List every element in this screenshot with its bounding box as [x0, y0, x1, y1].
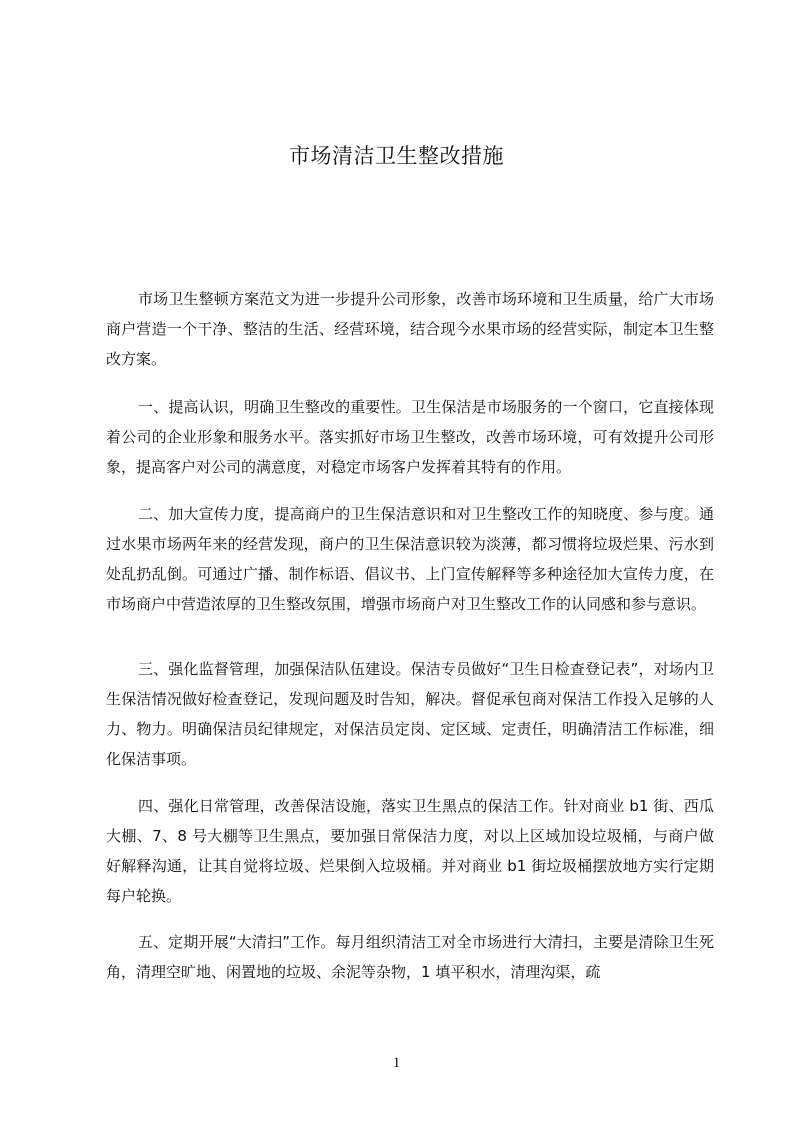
- paragraph-section-5: 五、定期开展“大清扫”工作。每月组织清洁工对全市场进行大清扫，主要是清除卫生死角，清理空旷地、闲置地的垃圾、余泥等杂物，1 填平积水，清理沟渠，疏: [106, 933, 714, 981]
- paragraph-section-2: 二、加大宣传力度，提高商户的卫生保洁意识和对卫生整改工作的知晓度、参与度。通过水果市场两年来的经营发现，商户的卫生保洁意识较为淡薄，都习惯将垃圾烂果、污水到处乱扔乱倒。可通过广播、制作标语、倡议书、上门宣传解释等多种途径加大宣传力度，在市场商户中营造浓厚的卫生整改氛围，增强市场商户对卫生整改工作的认同感和参与意识。: [106, 505, 714, 613]
- paragraph-section-1: 一、提高认识，明确卫生整改的重要性。卫生保洁是市场服务的一个窗口，它直接体现着公司的企业形象和服务水平。落实抓好市场卫生整改，改善市场环境，可有效提升公司形象，提高客户对公司的满意度，对稳定市场客户发挥着其特有的作用。: [106, 398, 714, 476]
- paragraph-intro: 市场卫生整顿方案范文为进一步提升公司形象，改善市场环境和卫生质量，给广大市场商户营造一个干净、整洁的生活、经营环境，结合现今水果市场的经营实际，制定本卫生整改方案。: [106, 290, 714, 368]
- document-title: 市场清洁卫生整改措施: [289, 144, 504, 168]
- page-number: 1: [392, 1055, 401, 1071]
- paragraph-section-3: 三、强化监督管理，加强保洁队伍建设。保洁专员做好“卫生日检查登记表”，对场内卫生保洁情况做好检查登记，发现问题及时告知，解决。督促承包商对保洁工作投入足够的人力、物力。明确保洁员纪律规定，对保洁员定岗、定区域、定责任，明确清洁工作标准，细化保洁事项。: [106, 660, 714, 768]
- paragraph-section-4: 四、强化日常管理，改善保洁设施，落实卫生黑点的保洁工作。针对商业 b1 街、西瓜大棚、7、8 号大棚等卫生黑点，要加强日常保洁力度，对以上区域加设垃圾桶，与商户做好解释沟通，让其自觉将垃圾、烂果倒入垃圾桶。并对商业 b1 街垃圾桶摆放地方实行定期每户轮换。: [106, 797, 714, 905]
